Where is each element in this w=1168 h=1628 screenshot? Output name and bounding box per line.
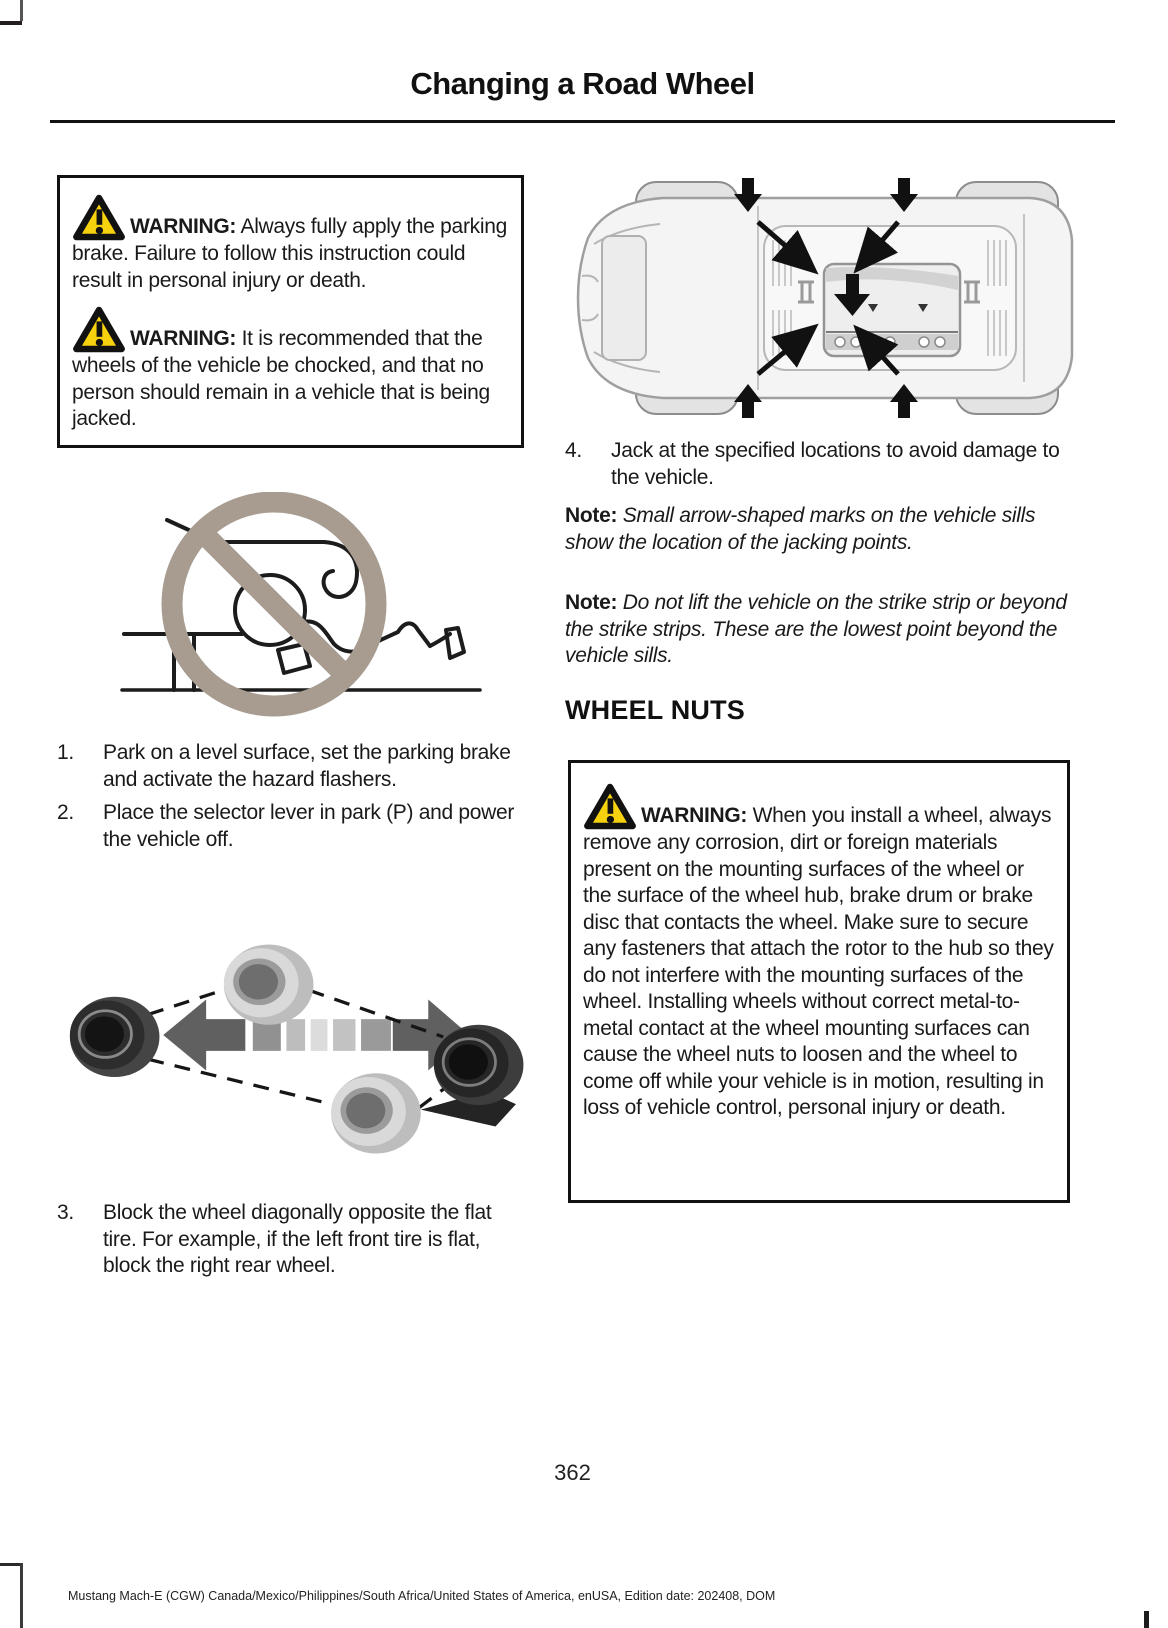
warning-paragraph (72, 194, 509, 294)
page-title: Changing a Road Wheel (410, 66, 755, 101)
note-text: Small arrow-shaped marks on the vehicle sills show the location of the jacking points. (565, 504, 1036, 554)
page-number: 362 (554, 1460, 591, 1485)
jacking-warning-box (57, 175, 524, 448)
section-heading-wheel-nuts: WHEEL NUTS (565, 695, 746, 725)
warning-paragraph (72, 306, 509, 433)
note-text: Do not lift the vehicle on the strike strip or beyond the strike strips. These are the lowest point beyond the vehicle sills. (565, 591, 1067, 667)
warning-label: WARNING: (130, 327, 237, 350)
crop-mark-bottom-left (20, 1563, 23, 1628)
step-number: 1. (57, 741, 74, 764)
wheel-light-bottom (331, 1073, 421, 1153)
step-number: 4. (565, 439, 582, 462)
block-wheel-diagonally-illustration (57, 895, 527, 1175)
step-number: 3. (57, 1201, 74, 1224)
note-paragraph (565, 590, 1085, 670)
step-item (57, 1200, 527, 1280)
warning-label: WARNING: (130, 215, 237, 238)
warning-text: It is recommended that the wheels of the vehicle be chocked, and that no person should remain in a vehicle that is being jacked. (72, 327, 490, 430)
step-text: Place the selector lever in park (P) and power the vehicle off. (103, 801, 515, 851)
crop-mark-top-left (20, 0, 23, 21)
jacking-points-illustration (568, 178, 1080, 418)
crop-mark-bottom-right (1144, 1611, 1149, 1628)
step-text: Jack at the specified locations to avoid damage to the vehicle. (611, 439, 1060, 489)
note-label: Note: (565, 504, 618, 527)
step-text: Block the wheel diagonally opposite the flat tire. For example, if the left front tire is flat, block the right rear wheel. (103, 1201, 492, 1277)
wheel-nuts-warning-box (568, 760, 1070, 1203)
note-label: Note: (565, 591, 618, 614)
crop-mark-top-left (0, 21, 22, 25)
title-divider (50, 120, 1115, 123)
warning-paragraph (583, 783, 1055, 1122)
step-item (565, 438, 1085, 491)
step-item (57, 800, 527, 853)
step-item (57, 740, 527, 793)
warning-label: WARNING: (641, 804, 748, 827)
wheel-dark-left (70, 997, 160, 1077)
warning-triangle-icon (72, 194, 126, 241)
note-paragraph (565, 503, 1085, 556)
battery-box (824, 264, 960, 356)
no-symbol-icon (172, 502, 376, 706)
no-person-under-vehicle-illustration (112, 492, 490, 720)
crop-mark-bottom-left (0, 1563, 22, 1566)
step-number: 2. (57, 801, 74, 824)
warning-text: When you install a wheel, always remove any corrosion, dirt or foreign materials present on the mounting surfaces of the wheel or the surface of the wheel hub, brake drum or brake disc that contacts the wheel. Make sure to secure any fasteners that attach the rotor to the hub so they do not interfere with the mounting surfaces of the wheel. Installing wheels without correct metal-to-metal contact at the wheel mounting surfaces can cause the wheel nuts to loosen and the wheel to come off while your vehicle is in motion, resulting in loss of vehicle control, personal injury or death. (583, 804, 1054, 1119)
wheel-light-top (224, 944, 314, 1024)
warning-triangle-icon (583, 783, 637, 830)
step-text: Park on a level surface, set the parking brake and activate the hazard flashers. (103, 741, 511, 791)
warning-triangle-icon (72, 306, 126, 353)
warning-text: Always fully apply the parking brake. Failure to follow this instruction could result in personal injury or death. (72, 215, 507, 292)
footer-text: Mustang Mach-E (CGW) Canada/Mexico/Philippines/South Africa/United States of America, enUSA, Edition date: 202408, DOM (68, 1589, 776, 1603)
double-arrow (163, 1000, 469, 1071)
